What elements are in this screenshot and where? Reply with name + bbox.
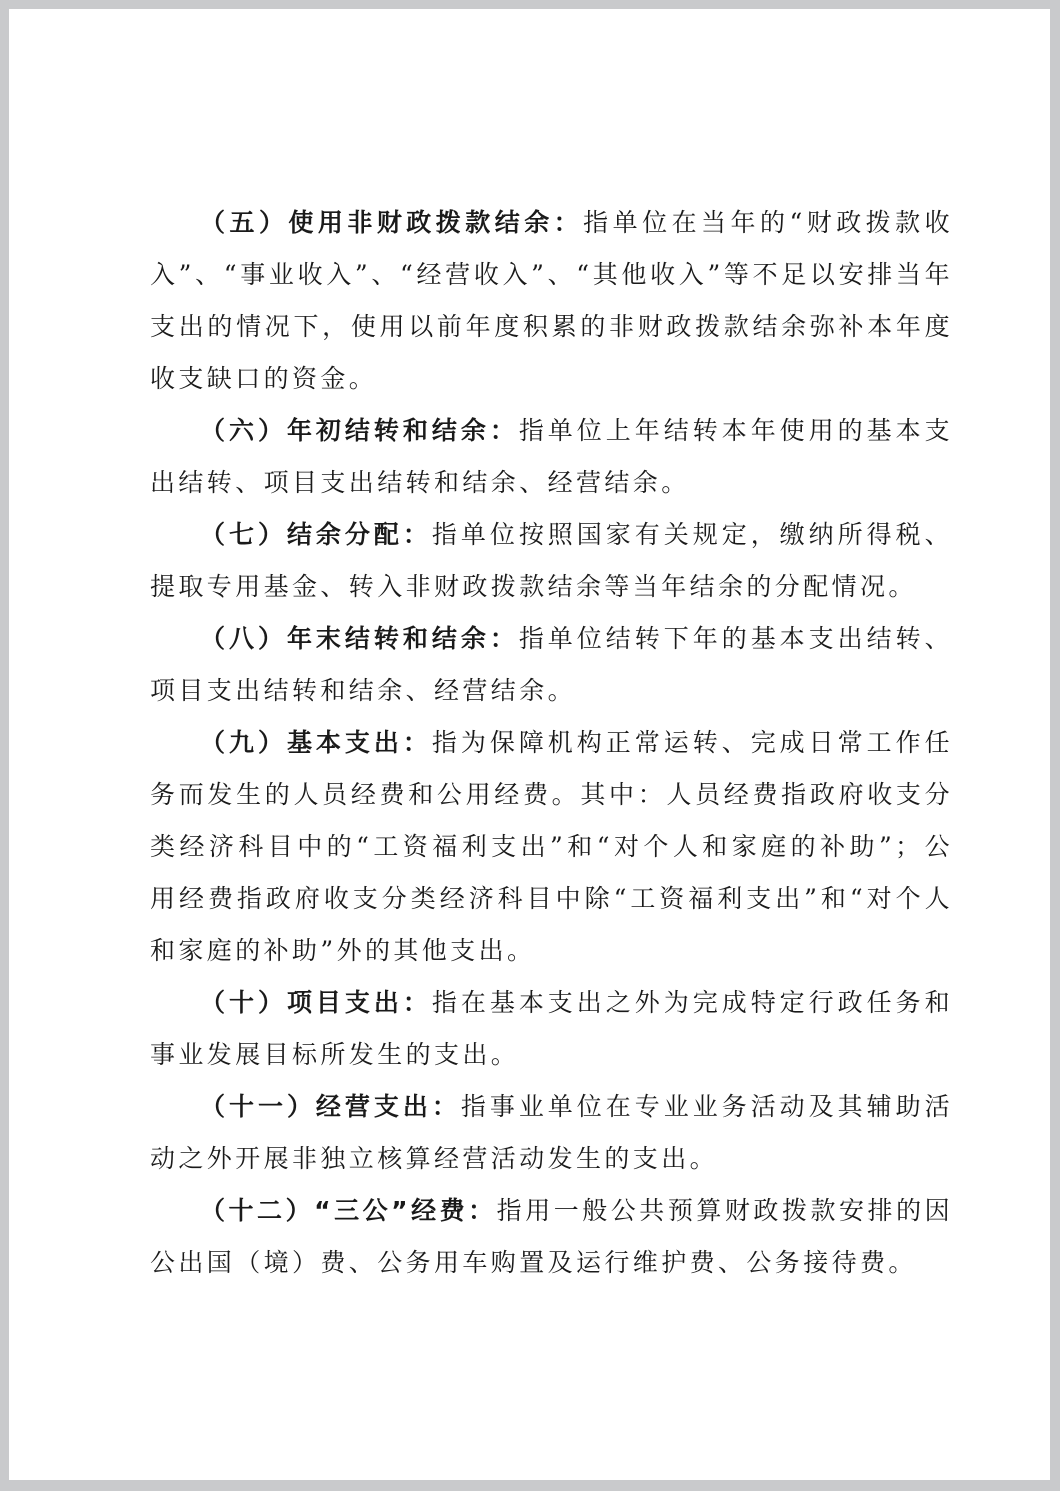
paragraph-text: 指单位按照国家有关规定，缴纳所得税、提取专用基金、转入非财政拨款结余等当年结余的分配情况。 bbox=[150, 520, 954, 601]
document-page bbox=[9, 9, 1050, 1480]
paragraph-item-8 bbox=[150, 613, 953, 717]
paragraph-term: （十一）经营支出： bbox=[200, 1092, 461, 1121]
paragraph-text: 指单位结转下年的基本支出结转、项目支出结转和结余、经营结余。 bbox=[150, 624, 953, 705]
paragraph-item-7 bbox=[150, 509, 953, 613]
paragraph-term: （五）使用非财政拨款结余： bbox=[200, 208, 584, 237]
paragraph-text: 指在基本支出之外为完成特定行政任务和事业发展目标所发生的支出。 bbox=[150, 988, 954, 1069]
paragraph-text: 指为保障机构正常运转、完成日常工作任务而发生的人员经费和公用经费。其中：人员经费指政府收支分类经济科目中的“工资福利支出”和“对个人和家庭的补助”；公用经费指政府收支分类经济科目中除“工资福利支出”和“对个人和家庭的补助”外的其他支出。 bbox=[150, 728, 954, 965]
paragraph-text: 指单位上年结转本年使用的基本支出结转、项目支出结转和结余、经营结余。 bbox=[150, 416, 953, 497]
paragraph-term: （十二）“三公”经费： bbox=[200, 1196, 497, 1225]
paragraph-term: （九）基本支出： bbox=[200, 728, 432, 757]
paragraph-term: （八）年末结转和结余： bbox=[200, 624, 519, 653]
paragraph-item-10 bbox=[150, 977, 953, 1081]
paragraph-term: （十）项目支出： bbox=[200, 988, 432, 1017]
paragraph-text: 指单位在当年的“财政拨款收入”、“事业收入”、“经营收入”、“其他收入”等不足以安排当年支出的情况下，使用以前年度积累的非财政拨款结余弥补本年度收支缺口的资金。 bbox=[150, 208, 954, 393]
paragraph-item-11 bbox=[150, 1081, 953, 1185]
paragraph-item-12 bbox=[150, 1185, 953, 1289]
paragraph-item-9 bbox=[150, 717, 953, 977]
paragraph-item-6 bbox=[150, 405, 953, 509]
document-body bbox=[150, 197, 953, 1289]
paragraph-item-5 bbox=[150, 197, 953, 405]
paragraph-text: 指用一般公共预算财政拨款安排的因公出国（境）费、公务用车购置及运行维护费、公务接待费。 bbox=[150, 1196, 953, 1277]
paragraph-term: （七）结余分配： bbox=[200, 520, 432, 549]
paragraph-text: 指事业单位在专业业务活动及其辅助活动之外开展非独立核算经营活动发生的支出。 bbox=[150, 1092, 953, 1173]
paragraph-term: （六）年初结转和结余： bbox=[200, 416, 519, 445]
